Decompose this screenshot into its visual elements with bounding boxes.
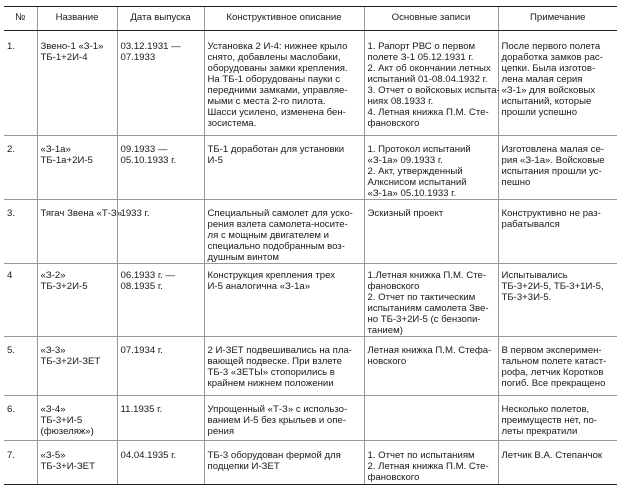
cell-text-line: После первого полета — [501, 41, 601, 52]
cell-text-line: 2 И-ЗЕТ подвешивались на пла- — [207, 345, 352, 356]
cell-text-line: испытаний, которые — [501, 96, 592, 107]
cell-text-line: Специальный самолет для уско- — [207, 208, 353, 219]
cell-text-line: 1933 г. — [120, 208, 150, 219]
cell-text-line: ТБ-3 «ЗЕТЫ» стопорились в — [207, 367, 335, 378]
cell-text-line: фановского — [367, 472, 420, 483]
cell-text-line: 2. Акт, утвержденный — [367, 166, 463, 177]
cell-text-line: мыми с места 2-го пилота. — [207, 96, 326, 107]
cell-text-line: 06.1933 г. — — [120, 270, 176, 281]
cell-number — [4, 337, 37, 396]
cell-text-line: 2. — [7, 144, 16, 155]
cell-text-line: ванием И-5 без крыльев и опе- — [207, 415, 346, 426]
cell-number — [4, 441, 37, 485]
cell-text-line: 4 — [7, 270, 13, 281]
cell-text-line: «З-1а» — [40, 144, 71, 155]
cell-text-line: зосистема. — [207, 118, 257, 129]
aircraft-table — [4, 6, 617, 485]
cell-text-line: тальном полете катаст- — [501, 356, 607, 367]
cell-date — [117, 264, 204, 337]
table-row — [4, 200, 617, 264]
cell-records — [364, 264, 498, 337]
header-records: Основные записи — [364, 7, 498, 31]
cell-text-line: ТБ-3+2И-5, ТБ-3+1И-5, — [501, 281, 604, 292]
cell-text-line: «З-1а» 05.10.1933 г. — [367, 188, 457, 199]
cell-text-line: Алкснисом испытаний — [367, 177, 467, 188]
cell-text-line: 2. Летная книжка П.М. Сте- — [367, 461, 489, 472]
cell-text-line: снято, добавлены маслобаки, — [207, 52, 341, 63]
cell-text-line: ниях 08.1933 г. — [367, 96, 434, 107]
cell-text-line: ТБ-3+2И-ЗЕТ — [40, 356, 101, 367]
cell-text-line: 03.12.1931 — — [120, 41, 181, 52]
cell-text-line: 04.04.1935 г. — [120, 450, 177, 461]
cell-name — [37, 337, 117, 396]
cell-description — [204, 136, 364, 200]
cell-text-line: рабатывался — [501, 219, 560, 230]
cell-number — [4, 31, 37, 136]
cell-text-line: новского — [367, 356, 407, 367]
cell-text-line: танием) — [367, 325, 403, 336]
cell-note — [498, 264, 617, 337]
cell-text-line: Шасси усилено, изменена бен- — [207, 107, 346, 118]
cell-description — [204, 396, 364, 441]
cell-text-line: специально подобранным воз- — [207, 241, 345, 252]
cell-name — [37, 200, 123, 264]
cell-date — [117, 441, 204, 485]
cell-text-line: 07.1933 — [120, 52, 156, 63]
cell-text-line: Конструктивно не раз- — [501, 208, 601, 219]
table-row — [4, 441, 617, 485]
cell-description — [204, 200, 364, 264]
cell-text-line: погиб. Все прекращено — [501, 378, 606, 389]
cell-text-line: но ТБ-3+2И-5 (с бензопи- — [367, 314, 481, 325]
cell-records — [364, 200, 498, 264]
cell-text-line: Тягач Звена «Т-З» — [40, 208, 123, 219]
cell-text-line: 1. — [7, 41, 16, 52]
cell-text-line: «З-2» — [40, 270, 66, 281]
cell-records — [364, 136, 498, 200]
cell-text-line: полете З-1 05.12.1931 г. — [367, 52, 474, 63]
cell-text-line: 08.1935 г. — [120, 281, 163, 292]
cell-text-line: 3. Отчет о войсковых испыта- — [367, 85, 500, 96]
cell-name — [37, 264, 117, 337]
cell-text-line: испытаниям самолета Зве- — [367, 303, 489, 314]
cell-text-line: В первом эксперимен- — [501, 345, 602, 356]
cell-number — [4, 136, 37, 200]
cell-text-line: «З-1а» 09.1933 г. — [367, 155, 443, 166]
cell-text-line: ТБ-3+И-ЗЕТ — [40, 461, 95, 472]
cell-text-line: И-5 — [207, 155, 223, 166]
cell-text-line: ля с мощным двигателем и — [207, 230, 330, 241]
cell-text-line: 2. Акт об окончании летных — [367, 63, 491, 74]
cell-note — [498, 136, 617, 200]
cell-number — [4, 264, 37, 337]
table-body — [4, 31, 617, 485]
cell-description — [204, 31, 364, 136]
cell-text-line: «З-1» для войсковых — [501, 85, 596, 96]
cell-text-line: 09.1933 — — [120, 144, 168, 155]
cell-text-line: Конструкция крепления трех — [207, 270, 336, 281]
cell-name — [37, 31, 117, 136]
cell-text-line: Несколько полетов, — [501, 404, 590, 415]
cell-text-line: 1. Протокол испытаний — [367, 144, 471, 155]
cell-text-line: И-5 аналогична «З-1а» — [207, 281, 311, 292]
cell-text-line: 4. Летная книжка П.М. Сте- — [367, 107, 489, 118]
cell-description — [204, 441, 364, 485]
cell-description — [204, 337, 364, 396]
cell-text-line: 1.Летная книжка П.М. Сте- — [367, 270, 487, 281]
table-row — [4, 337, 617, 396]
cell-date — [117, 396, 204, 441]
cell-date — [117, 200, 204, 264]
cell-description — [204, 264, 364, 337]
cell-text-line: рения — [207, 426, 235, 437]
cell-text-line: 11.1935 г. — [120, 404, 163, 415]
cell-text-line: подцепки И-ЗЕТ — [207, 461, 280, 472]
table-row — [4, 136, 617, 200]
header-description: Конструктивное описание — [204, 7, 364, 31]
cell-text-line: ТБ-1а+2И-5 — [40, 155, 93, 166]
cell-text-line: преимуществ нет, по- — [501, 415, 598, 426]
cell-text-line: 05.10.1933 г. — [120, 155, 177, 166]
cell-text-line: прошли успешно — [501, 107, 578, 118]
table-row — [4, 396, 617, 441]
cell-note — [498, 31, 617, 136]
cell-text-line: ТБ-3 оборудован фермой для — [207, 450, 341, 461]
cell-text-line: испытаний 01-08.04.1932 г. — [367, 74, 488, 85]
cell-text-line: 1. Отчет по испытаниям — [367, 450, 475, 461]
cell-text-line: рения взлета самолета-носите- — [207, 219, 348, 230]
cell-note — [498, 441, 617, 485]
cell-text-line: На ТБ-1 оборудованы пауки с — [207, 74, 341, 85]
cell-text-line: ТБ-3+3И-5. — [501, 292, 552, 303]
header-name: Название — [37, 7, 117, 31]
table-row — [4, 264, 617, 337]
cell-text-line: Установка 2 И-4: нижнее крыло — [207, 41, 348, 52]
cell-text-line: 6. — [7, 404, 16, 415]
cell-text-line: ТБ-3+И-5 — [40, 415, 83, 426]
cell-text-line: «З-4» — [40, 404, 66, 415]
cell-text-line: передними замками, управляе- — [207, 85, 348, 96]
cell-text-line: леты прекратили — [501, 426, 578, 437]
header-date: Дата выпуска — [117, 7, 204, 31]
cell-text-line: (фюзеляж») — [40, 426, 94, 437]
header-note: Примечание — [498, 7, 617, 31]
cell-note — [498, 200, 617, 264]
cell-text-line: крайнем нижнем положении — [207, 378, 334, 389]
cell-text-line: «З-3» — [40, 345, 66, 356]
cell-text-line: душным винтом — [207, 252, 280, 263]
cell-date — [117, 136, 204, 200]
cell-text-line: Летная книжка П.М. Стефа- — [367, 345, 492, 356]
cell-name — [37, 441, 117, 485]
cell-text-line: ТБ-3+2И-5 — [40, 281, 88, 292]
cell-text-line: 1. Рапорт РВС о первом — [367, 41, 476, 52]
cell-text-line: «З-5» — [40, 450, 66, 461]
cell-text-line: ТБ-1 доработан для установки — [207, 144, 345, 155]
cell-name — [37, 396, 117, 441]
cell-text-line: оборудованы замки крепления. — [207, 63, 348, 74]
cell-text-line: 3. — [7, 208, 16, 219]
table-row — [4, 31, 617, 136]
cell-records — [364, 31, 498, 136]
cell-note — [498, 396, 617, 441]
cell-text-line: доработка замков рас- — [501, 52, 603, 63]
cell-text-line: Эскизный проект — [367, 208, 444, 219]
cell-text-line: Летчик В.А. Степанчок — [501, 450, 603, 461]
cell-text-line: пешно — [501, 177, 531, 188]
cell-number — [4, 200, 37, 264]
cell-date — [117, 31, 204, 136]
header-number: № — [4, 7, 37, 31]
cell-text-line: 07.1934 г. — [120, 345, 163, 356]
cell-text-line: ТБ-1+2И-4 — [40, 52, 88, 63]
cell-text-line: фановского — [367, 281, 420, 292]
cell-text-line: Упрощенный «Т-З» с использо- — [207, 404, 348, 415]
cell-text-line: вающей подвеске. При взлете — [207, 356, 342, 367]
cell-text-line: лена малая серия — [501, 74, 583, 85]
cell-records — [364, 441, 498, 485]
cell-text-line: фановского — [367, 118, 420, 129]
cell-text-line: Изготовлена малая се- — [501, 144, 604, 155]
cell-text-line: 5. — [7, 345, 16, 356]
cell-text-line: рия «З-1а». Войсковые — [501, 155, 605, 166]
cell-text-line: 7. — [7, 450, 16, 461]
cell-text-line: 2. Отчет по тактическим — [367, 292, 476, 303]
cell-records — [364, 396, 498, 441]
cell-name — [37, 136, 117, 200]
cell-date — [117, 337, 204, 396]
cell-text-line: испытания прошли ус- — [501, 166, 602, 177]
cell-records — [364, 337, 498, 396]
cell-note — [498, 337, 617, 396]
table-header-row — [4, 7, 617, 31]
cell-number — [4, 396, 37, 441]
cell-text-line: рофа, летчик Коротков — [501, 367, 604, 378]
cell-text-line: цепки. Была изготов- — [501, 63, 596, 74]
cell-text-line: Звено-1 «З-1» — [40, 41, 104, 52]
cell-text-line: Испытывались — [501, 270, 568, 281]
